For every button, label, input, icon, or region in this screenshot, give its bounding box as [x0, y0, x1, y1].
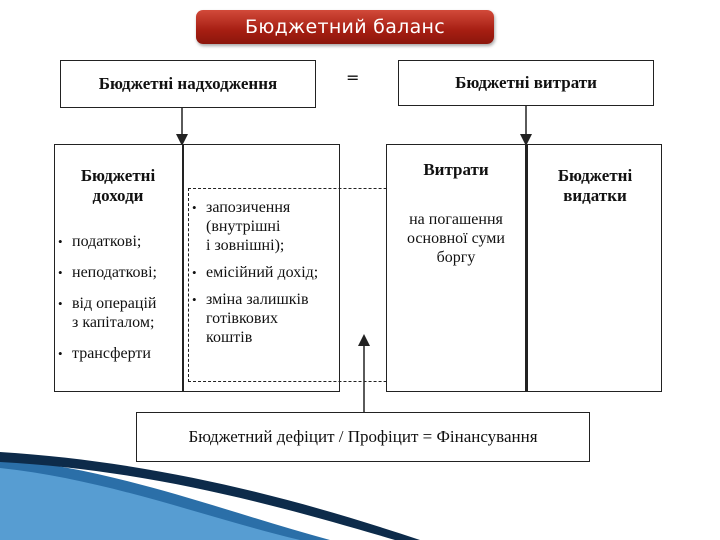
debt-line-1: на погашення — [409, 211, 503, 228]
financing-item-borrowing-line2: (внутрішні — [206, 218, 281, 235]
expenditures-heading-line1: Бюджетні — [557, 166, 633, 185]
financing-item-cash-line1: зміна залишків — [206, 291, 309, 308]
financing-item-cash-line2: готівкових — [206, 310, 279, 327]
debt-expenditures-heading: Витрати — [423, 160, 489, 179]
revenues-heading-line1: Бюджетні — [80, 166, 156, 185]
decorative-swoosh — [0, 450, 720, 540]
financing-item-emission: • емісійний дохід; — [192, 263, 342, 282]
financing-item-cash — [192, 290, 342, 347]
revenue-item: • неподаткові; — [58, 263, 182, 282]
expenditures-heading-line2: видатки — [563, 186, 627, 205]
financing-item-borrowing-line1: запозичення — [206, 199, 291, 216]
debt-line-3: боргу — [436, 249, 476, 266]
financing-item-cash-line3: коштів — [206, 329, 253, 346]
expenditures-divider — [525, 144, 528, 392]
deficit-financing-box: Бюджетний дефіцит / Профіцит = Фінансування — [136, 412, 590, 462]
receipts-divider — [182, 144, 184, 392]
budget-receipts-box: Бюджетні надходження — [60, 60, 316, 108]
expenditures-heading — [530, 166, 660, 206]
revenues-heading — [56, 166, 180, 206]
budget-expenditures-box: Бюджетні витрати — [398, 60, 654, 106]
revenue-item: • податкові; — [58, 232, 182, 251]
revenues-list — [58, 232, 182, 363]
revenue-item: • трансферти — [58, 344, 182, 363]
equals-sign: = — [346, 68, 360, 87]
debt-expenditures-text — [388, 210, 524, 267]
revenues-heading-line2: доходи — [92, 186, 144, 205]
revenue-item-continued: з капіталом; — [72, 314, 155, 331]
financing-item-borrowing — [192, 198, 342, 255]
debt-line-2: основної суми — [407, 230, 505, 247]
slide-title: Бюджетний баланс — [196, 10, 494, 44]
revenue-item: • від операцій — [58, 294, 182, 313]
financing-item-borrowing-line3: і зовнішні); — [206, 237, 285, 254]
financing-list — [192, 198, 342, 347]
